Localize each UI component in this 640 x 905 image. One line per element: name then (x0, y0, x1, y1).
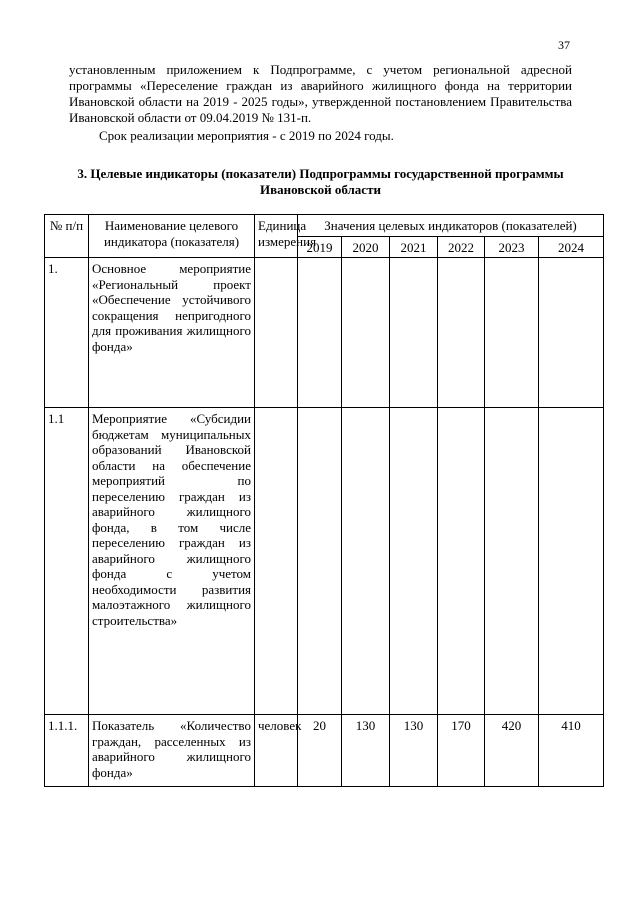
row-value (485, 258, 539, 408)
implementation-term: Срок реализации мероприятия - с 2019 по 2024 годы. (99, 128, 394, 143)
row-value: 420 (485, 715, 539, 787)
row-value: 20 (298, 715, 342, 787)
header-row (45, 215, 604, 237)
indicators-table (44, 214, 604, 787)
row-name: Показатель «Количество граждан, расселенных из аварийного жилищного фонда» (89, 715, 255, 787)
row-value (342, 408, 390, 715)
header-year: 2020 (342, 236, 390, 258)
row-value: 410 (539, 715, 604, 787)
table-row (45, 715, 604, 787)
header-unit: Единица измерения (255, 215, 298, 258)
header-year: 2021 (390, 236, 438, 258)
row-value (298, 408, 342, 715)
row-value (390, 408, 438, 715)
intro-paragraph: установленным приложением к Подпрограмме, с учетом региональной адресной программы «Переселение граждан из аварийного жилищного фонда на территории Ивановской области на 2019 - 2025 годы», утвержденной постановлением Правительства Ивановской области от 09.04.2019 № 131-п. (69, 62, 572, 125)
row-value: 170 (438, 715, 485, 787)
row-value: 130 (390, 715, 438, 787)
header-num: № п/п (45, 215, 89, 258)
row-unit: человек (255, 715, 298, 787)
row-unit (255, 258, 298, 408)
row-value (342, 258, 390, 408)
header-name: Наименование целевого индикатора (показателя) (89, 215, 255, 258)
row-name: Основное мероприятие «Региональный проект «Обеспечение устойчивого сокращения непригодного для проживания жилищного фонда» (89, 258, 255, 408)
row-num: 1.1.1. (45, 715, 89, 787)
row-value (298, 258, 342, 408)
header-year: 2023 (485, 236, 539, 258)
row-value (438, 408, 485, 715)
row-value (390, 258, 438, 408)
row-num: 1. (45, 258, 89, 408)
row-value: 130 (342, 715, 390, 787)
row-value (539, 258, 604, 408)
row-num: 1.1 (45, 408, 89, 715)
row-value (539, 408, 604, 715)
intro-text (69, 62, 572, 144)
section-heading: 3. Целевые индикаторы (показатели) Подпрограммы государственной программы Ивановской области (77, 166, 564, 197)
row-value (485, 408, 539, 715)
row-unit (255, 408, 298, 715)
row-name: Мероприятие «Субсидии бюджетам муниципальных образований Ивановской области на обеспечение мероприятий по переселению граждан из аварийного жилищного фонда, в том числе переселению граждан из аварийного жилищного фонда с учетом необходимости развития малоэтажного жилищного строительства» (89, 408, 255, 715)
header-year: 2024 (539, 236, 604, 258)
row-value (438, 258, 485, 408)
header-year: 2022 (438, 236, 485, 258)
header-year: 2019 (298, 236, 342, 258)
table-row (45, 258, 604, 408)
page-number: 37 (558, 38, 570, 52)
header-values-group: Значения целевых индикаторов (показателей) (298, 215, 604, 237)
table-row (45, 408, 604, 715)
